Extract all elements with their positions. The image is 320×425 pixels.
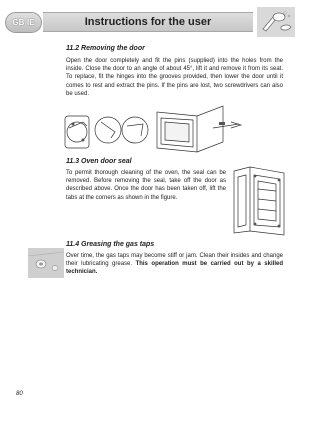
section-body-removing-door: Open the door completely and fit the pins (supplied) into the holes from the inside. Close the door to an angle of about 45°, lift it and remove it from its seat. To replace, fit the hinges into the grooves provided, then lower the door until it comes to rest and extract the pins. If the pins are lost, two screwdrivers can also be used.: [66, 58, 283, 97]
language-badge: GB-IE: [5, 12, 42, 33]
door-removal-illustration: [63, 102, 243, 154]
oven-seal-illustration: [230, 165, 287, 237]
greasing-instructions-text: Over time, the gas taps may become stiff or jam. Clean their insides and change their lubricating grease.: [66, 253, 283, 268]
section-title-greasing-gas-taps: 11.4 Greasing the gas taps: [66, 241, 155, 248]
section-body-greasing-gas-taps: [66, 252, 283, 277]
gas-tap-illustration: [28, 248, 64, 278]
technician-warning-text: This operation must be carried out by a skilled technician.: [66, 261, 283, 276]
cleaning-icon: [257, 7, 295, 37]
page-number: 80: [16, 391, 23, 397]
section-body-oven-door-seal: To permit thorough cleaning of the oven, the seal can be removed. Before removing the seal, take off the door as described above. Once the door has been taken off, lift the tabs at the corners as shown in the figure.: [66, 170, 226, 201]
section-title-removing-door: 11.2 Removing the door: [66, 45, 145, 52]
page-title: Instructions for the user: [84, 16, 212, 28]
section-title-oven-door-seal: 11.3 Oven door seal: [66, 158, 132, 165]
